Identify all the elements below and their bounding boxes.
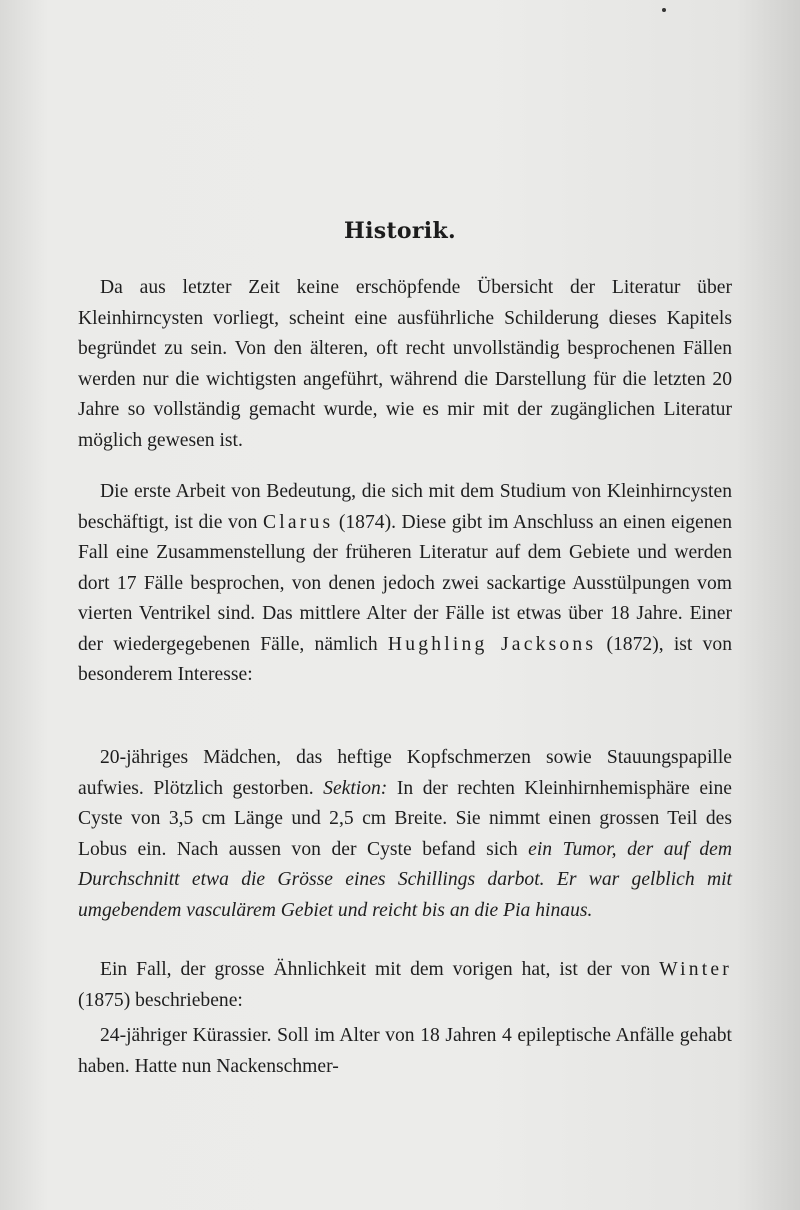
text-run: In der rechten Kleinhirnhemisphäre eine Cyste von 3,5 cm Länge und 2,5 cm Breite. Sie nimmt einen grossen Teil des Lobus ein. Nach aussen von der Cyste befand sich bbox=[78, 777, 732, 860]
text-run: 20-jähriges Mädchen, das heftige Kopfschmerzen sowie Stauungspapille aufwies. Plötzlich gestorben. bbox=[78, 747, 732, 799]
text-run: (1874). Diese gibt im Anschluss an einen eigenen Fall eine Zusammenstellung der früheren Literatur auf dem Gebiete und werden dort 17 Fälle besprochen, von denen jedoch zwei sackartige Ausstülpungen vom vierten Ventrikel sind. Das mittlere Alter der Fälle ist etwas über 18 Jahre. Einer der wiedergegebenen Fälle, nämlich bbox=[78, 511, 732, 655]
text-run: (1872), ist von besonderem Interesse: bbox=[78, 633, 732, 685]
case-report-jackson-text bbox=[78, 743, 732, 926]
author-name-clarus: Clarus bbox=[262, 511, 334, 533]
text-run: (1875) beschriebene: bbox=[78, 989, 243, 1011]
text-run: Die erste Arbeit von Bedeutung, die sich mit dem Studium von Kleinhirncysten beschäftigt, ist die von bbox=[78, 481, 732, 533]
ink-speck bbox=[662, 8, 666, 12]
author-name-winter: Winter bbox=[659, 959, 732, 980]
paragraph-winter bbox=[78, 955, 732, 1016]
paragraph-clarus bbox=[78, 477, 732, 691]
case-report-jackson bbox=[78, 743, 732, 926]
paragraph-clarus-text bbox=[78, 477, 732, 691]
paragraph-intro-text: Da aus letzter Zeit keine erschöpfende Übersicht der Literatur über Kleinhirncysten vorliegt, scheint eine ausführliche Schilderung dieses Kapitels begründet zu sein. Von den älteren, oft recht unvollständig besprochenen Fällen werden nur die wichtigsten angeführt, während die Darstellung für die letzten 20 Jahre so vollständig gemacht wurde, wie es mir mit der zugänglichen Literatur möglich gewesen ist. bbox=[78, 277, 732, 451]
author-name-jackson: Hughling Jacksons bbox=[387, 633, 597, 655]
page-title: Historik. bbox=[344, 218, 456, 244]
text-run: Ein Fall, der grosse Ähnlichkeit mit dem vorigen hat, ist der von bbox=[100, 959, 660, 980]
sektion-label: Sektion: bbox=[323, 777, 388, 799]
paragraph-intro bbox=[78, 273, 732, 456]
case-report-winter bbox=[78, 1021, 732, 1082]
case-report-winter-text: 24-jähriger Kürassier. Soll im Alter von 18 Jahren 4 epileptische Anfälle gehabt haben. Hatte nun Nackenschmer- bbox=[78, 1025, 732, 1077]
italic-finding: ein Tumor, der auf dem Durchschnitt etwa die Grösse eines Schillings darbot. Er war gelblich mit umgebendem vasculärem Gebiet und reicht bis an die Pia hinaus. bbox=[78, 838, 732, 921]
paragraph-winter-text bbox=[78, 955, 732, 1016]
